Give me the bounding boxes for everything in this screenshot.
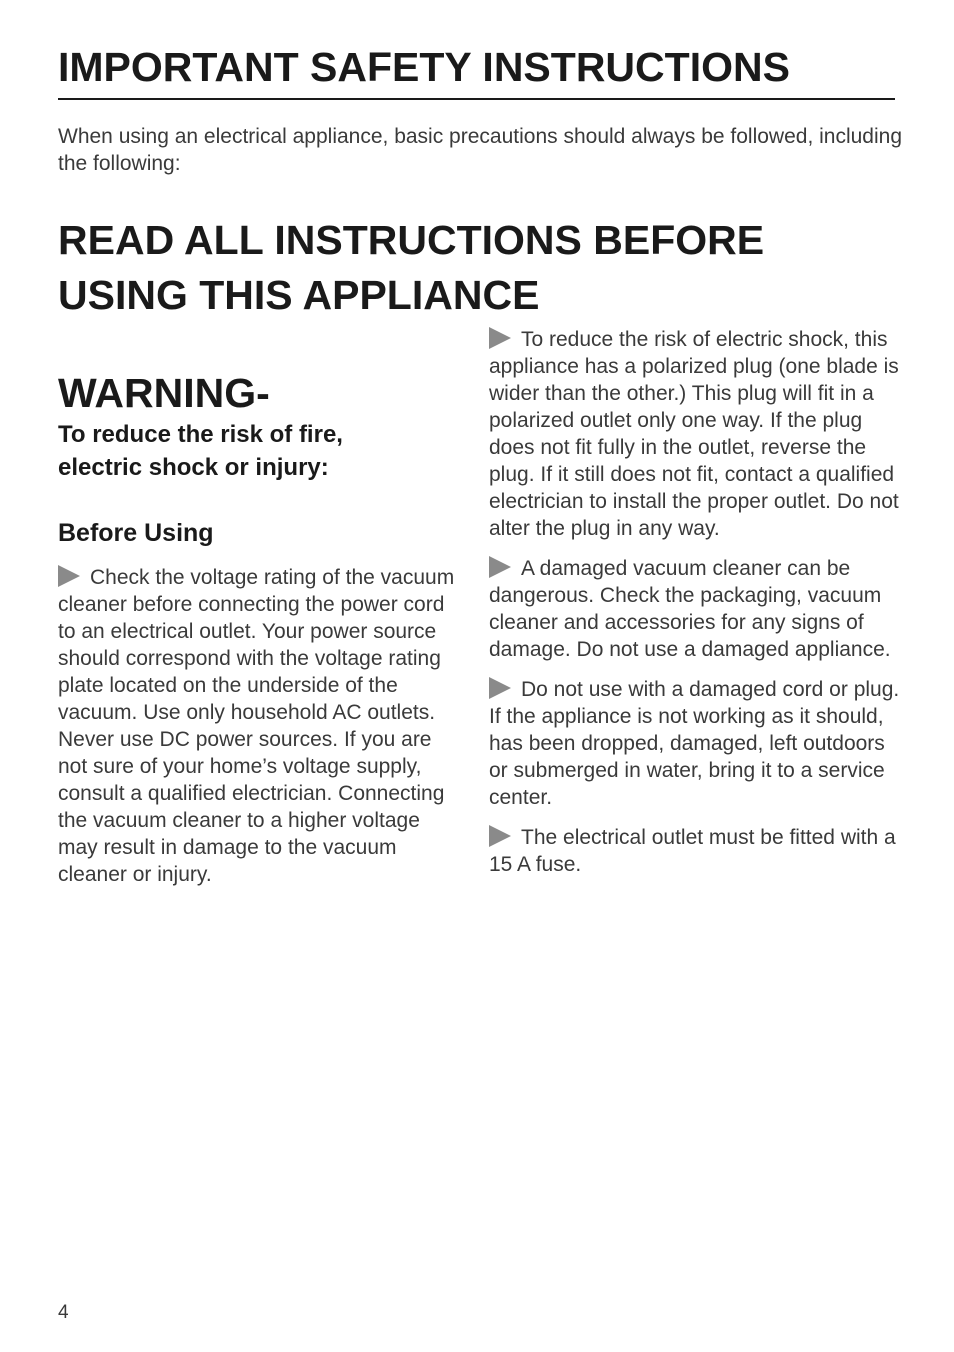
bullet-item (489, 676, 901, 811)
bullet-text: A damaged vacuum cleaner can be dangerous. Check the packaging, vacuum cleaner and accessories for any signs of damage. Do not use a damaged appliance. (489, 557, 891, 661)
intro-text: When using an electrical appliance, basic precautions should always be followed, including the following: (58, 125, 902, 175)
read-all-heading (58, 213, 878, 323)
page-title: IMPORTANT SAFETY INSTRUCTIONS (58, 40, 895, 100)
warning-subtitle-line-1: To reduce the risk of fire, (58, 421, 343, 448)
bullet-text: Do not use with a damaged cord or plug. If the appliance is not working as it should, has been dropped, damaged, left outdoors or submerged in water, bring it to a service center. (489, 678, 900, 809)
page-number: 4 (58, 1302, 69, 1323)
triangle-arrow-icon (489, 677, 511, 699)
left-column (58, 368, 458, 901)
bullet-text: Check the voltage rating of the vacuum cleaner before connecting the power cord to an electrical outlet. Your power source should correspond with the voltage rating plate located on the underside of the vacuum. Use only household AC outlets. Never use DC power sources. If you are not sure of your home’s voltage supply, consult a qualified electrician. Connecting the vacuum cleaner to a higher voltage may result in damage to the vacuum cleaner or injury. (58, 566, 455, 886)
before-using-heading: Before Using (58, 519, 214, 547)
bullet-text: The electrical outlet must be fitted with a 15 A fuse. (489, 826, 896, 876)
bullet-item (489, 555, 901, 663)
triangle-arrow-icon (489, 556, 511, 578)
warning-subtitle (58, 418, 458, 484)
bullet-text: To reduce the risk of electric shock, this appliance has a polarized plug (one blade is wider than the other.) This plug will fit in a polarized outlet only one way. If the plug does not fit fully in the outlet, reverse the plug. If it still does not fit, contact a qualified electrician to install the proper outlet. Do not alter the plug in any way. (489, 328, 899, 540)
right-column (489, 326, 901, 891)
triangle-arrow-icon (58, 565, 80, 587)
triangle-arrow-icon (489, 327, 511, 349)
read-all-line-2: USING THIS APPLIANCE (58, 272, 540, 318)
triangle-arrow-icon (489, 825, 511, 847)
bullet-item (489, 326, 901, 542)
bullet-item (489, 824, 901, 878)
read-all-line-1: READ ALL INSTRUCTIONS BEFORE (58, 217, 765, 263)
warning-subtitle-line-2: electric shock or injury: (58, 454, 329, 481)
bullet-item (58, 564, 458, 888)
warning-title: WARNING- (58, 370, 270, 416)
